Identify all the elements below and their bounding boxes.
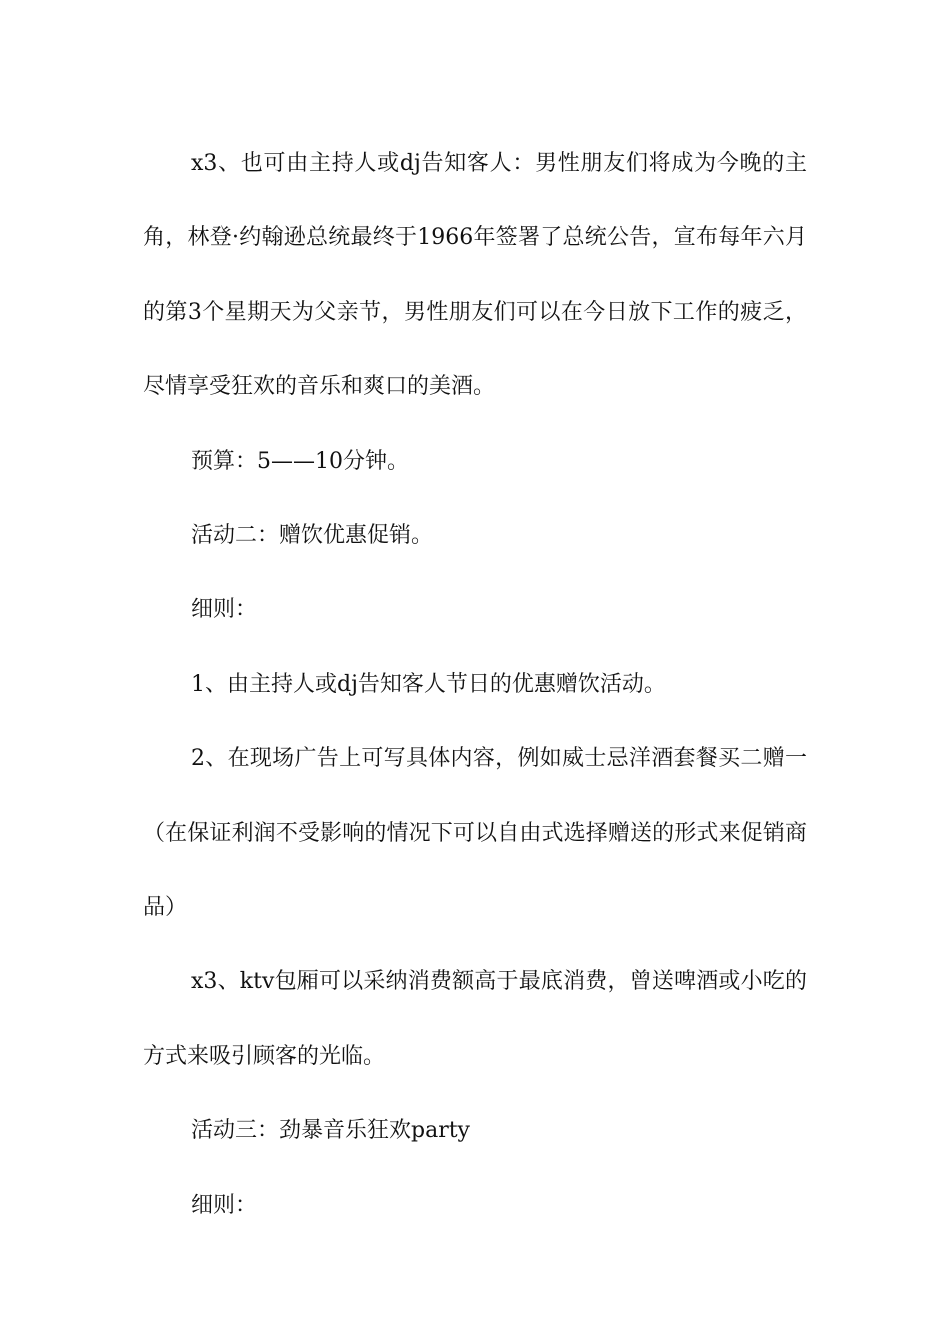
paragraph-host-announcement: x3、也可由主持人或dj告知客人：男性朋友们将成为今晚的主角，林登·约翰逊总统最终于1966年签署了总统公告，宣布每年六月的第3个星期天为父亲节，男性朋友们可以在今日放下工作的疲乏，尽情享受狂欢的音乐和爽口的美酒。 (143, 151, 807, 400)
paragraph-rule-3: x3、ktv包厢可以采纳消费额高于最底消费，曾送啤酒或小吃的方式来吸引顾客的光临。 (143, 969, 807, 1069)
paragraph-rules-label: 细则： (191, 597, 258, 623)
paragraph-budget: 预算：5——10分钟。 (191, 448, 409, 474)
paragraph-activity-three-heading: 活动三：劲暴音乐狂欢party (191, 1118, 470, 1144)
paragraph-rule-1: 1、由主持人或dj告知客人节日的优惠赠饮活动。 (191, 671, 666, 697)
paragraph-rule-2: 2、在现场广告上可写具体内容，例如威士忌洋酒套餐买二赠一（在保证利润不受影响的情况下可以自由式选择赠送的形式来促销商品） (143, 746, 807, 921)
paragraph-rules-label-2: 细则： (191, 1192, 258, 1218)
document-body (143, 127, 807, 1243)
paragraph-activity-two-heading: 活动二：赠饮优惠促销。 (191, 523, 434, 549)
